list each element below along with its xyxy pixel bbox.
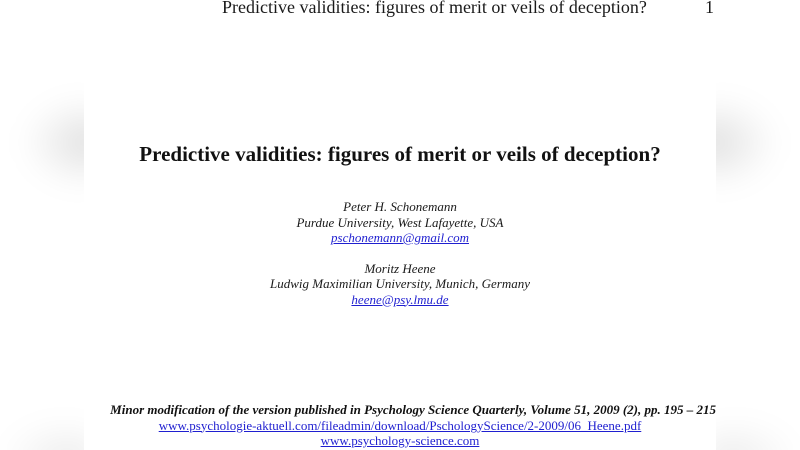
pdf-url-link[interactable]: www.psychologie-aktuell.com/fileadmin/download/PschologyScience/2-2009/06_Heene.pdf	[158, 417, 642, 433]
running-header: Predictive validities: figures of merit or veils of deception?	[222, 0, 647, 17]
author-name: Moritz Heene	[364, 260, 436, 276]
author-block	[84, 199, 716, 246]
author-affiliation: Ludwig Maximilian University, Munich, Germany	[270, 276, 530, 291]
author-list	[84, 199, 716, 307]
author-email-link[interactable]: pschonemann@gmail.com	[331, 230, 469, 245]
author-email-link[interactable]: heene@psy.lmu.de	[351, 291, 449, 307]
paper-title: Predictive validities: figures of merit or veils of deception?	[139, 142, 661, 166]
author-affiliation: Purdue University, West Lafayette, USA	[296, 214, 504, 230]
author-block	[84, 261, 716, 308]
publication-footer	[84, 402, 716, 449]
publication-note: Minor modification of the version published in Psychology Science Quarterly, Volume 51, 2009 (2), pp. 195 – 215	[110, 402, 716, 417]
document-page	[84, 0, 716, 450]
site-url-link[interactable]: www.psychology-science.com	[320, 433, 480, 448]
author-name: Peter H. Schonemann	[343, 199, 457, 214]
page-number: 1	[705, 0, 714, 17]
